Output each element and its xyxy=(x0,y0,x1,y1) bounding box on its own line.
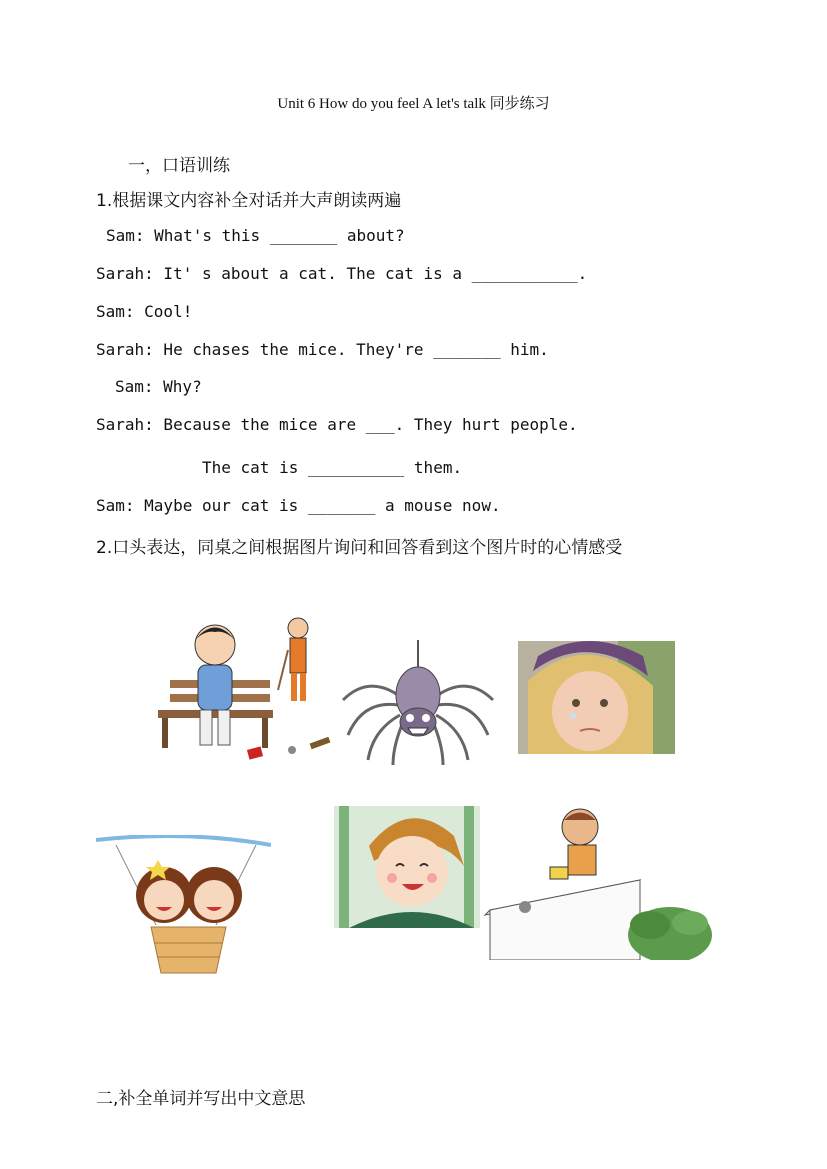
laughing-girl-picture xyxy=(334,806,480,928)
kids-in-balloon-picture xyxy=(96,835,271,975)
dialogue-line: Sarah: Because the mice are ___. They hurt people. xyxy=(96,415,578,434)
page-title: Unit 6 How do you feel A let's talk 同步练习 xyxy=(277,96,550,112)
dialogue-line: Sam: Why? xyxy=(115,377,202,396)
dialogue-line: The cat is __________ them. xyxy=(202,458,463,477)
boy-climbing-wall-picture xyxy=(480,805,712,960)
section2-heading: 二,补全单词并写出中文意思 xyxy=(96,1089,306,1109)
spider-picture xyxy=(338,640,498,770)
task1-instruction: 1.根据课文内容补全对话并大声朗读两遍 xyxy=(96,191,402,211)
dialogue-line: Sarah: It' s about a cat. The cat is a ___________. xyxy=(96,264,588,283)
dialogue-line: Sam: Cool! xyxy=(96,302,193,321)
section1-heading: 一，口语训练 xyxy=(128,156,230,176)
dialogue-line: Sam: What's this _______ about? xyxy=(106,226,405,245)
dialogue-line: Sam: Maybe our cat is _______ a mouse now. xyxy=(96,496,501,515)
task2-instruction: 2.口头表达，同桌之间根据图片询问和回答看到这个图片时的心情感受 xyxy=(96,538,623,558)
crying-girl-picture xyxy=(518,641,675,754)
dialogue-line: Sarah: He chases the mice. They're _______ him. xyxy=(96,340,549,359)
boy-on-bench-picture xyxy=(150,610,340,770)
